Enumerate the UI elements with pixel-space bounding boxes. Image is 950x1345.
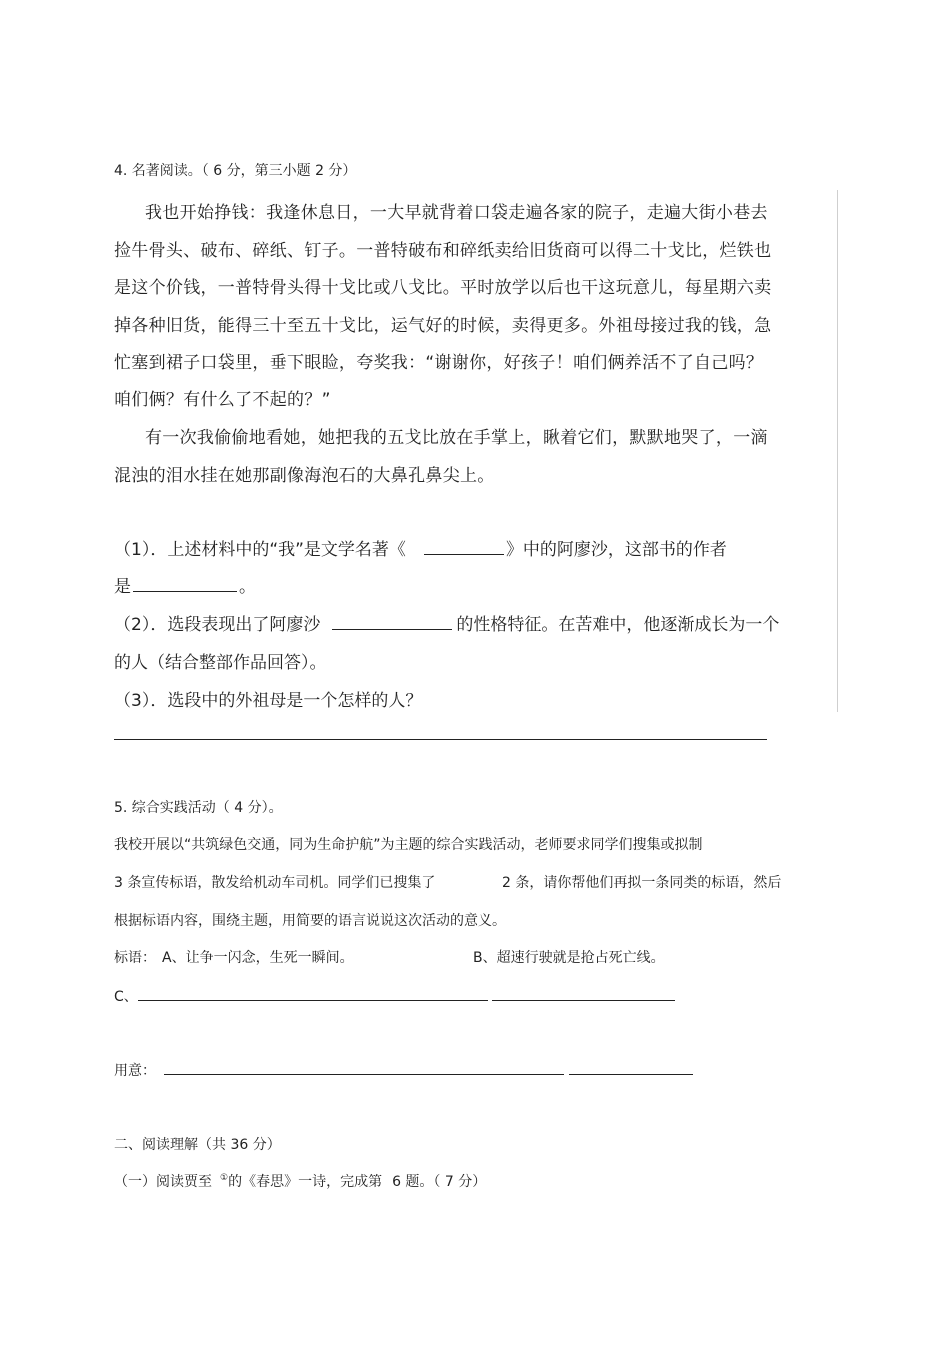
section2-sub-c: 6 题。（ 7 分） bbox=[392, 1174, 487, 1190]
q5-line2b: 2 条，请你帮他们再拟一条同类的标语，然后 bbox=[502, 875, 782, 891]
q5-line1: 我校开展以“共筑绿色交通，同为生命护航”为主题的综合实践活动，老师要求同学们搜集或拟制 bbox=[114, 837, 703, 853]
section2-sub-b: 的《春思》一诗，完成第 bbox=[228, 1174, 383, 1190]
passage-line: 捡牛骨头、破布、碎纸、钉子。一普特破布和碎纸卖给旧货商可以得二十戈比，烂铁也 bbox=[114, 241, 772, 261]
q5-line3: 根据标语内容，围绕主题，用简要的语言说说这次活动的意义。 bbox=[114, 913, 506, 929]
q4-sub1-text-d: 。 bbox=[239, 577, 256, 597]
footnote-marker: ① bbox=[220, 1173, 229, 1184]
meaning-label: 用意： bbox=[114, 1063, 156, 1079]
slogan-c-blank-2[interactable] bbox=[492, 988, 675, 1001]
passage-line: 我也开始挣钱：我逢休息日，一大早就背着口袋走遍各家的院子，走遍大街小巷去 bbox=[145, 203, 768, 223]
q4-title: 4. 名著阅读。（ 6 分，第三小题 2 分） bbox=[114, 163, 357, 179]
passage-line: 忙塞到裙子口袋里，垂下眼睑，夸奖我：“谢谢你，好孩子！咱们俩养活不了自己吗？ bbox=[114, 353, 764, 373]
meaning-blank-2[interactable] bbox=[569, 1062, 693, 1075]
q4-sub1-line1 bbox=[114, 535, 727, 560]
passage-line: 混浊的泪水挂在她那副像海泡石的大鼻孔鼻尖上。 bbox=[114, 466, 495, 486]
q4-sub2-line1 bbox=[114, 610, 779, 635]
q4-sub1-line2 bbox=[114, 572, 256, 597]
q5-line2a: 3 条宣传标语，散发给机动车司机。同学们已搜集了 bbox=[114, 875, 436, 891]
q4-sub2-text-b: 的性格特征。在苦难中，他逐渐成长为一个 bbox=[456, 615, 780, 635]
section2-subtitle bbox=[114, 1171, 486, 1191]
margin-rule bbox=[837, 190, 838, 712]
q4-sub1-text-c: 是 bbox=[114, 577, 131, 597]
slogan-a: A、让争一闪念，生死一瞬间。 bbox=[162, 950, 354, 966]
passage-line: 咱们俩？有什么了不起的？” bbox=[114, 390, 331, 410]
slogan-label: 标语： bbox=[114, 950, 156, 966]
passage-line: 掉各种旧货，能得三十至五十戈比，运气好的时候，卖得更多。外祖母接过我的钱，急 bbox=[114, 316, 772, 336]
passage-line: 有一次我偷偷地看她，她把我的五戈比放在手掌上，瞅着它们，默默地哭了，一滴 bbox=[145, 428, 768, 448]
q4-sub1-text-a: （1）．上述材料中的“我”是文学名著《 bbox=[114, 540, 406, 560]
q4-sub3: （3）．选段中的外祖母是一个怎样的人？ bbox=[114, 691, 423, 711]
slogan-c-label: C、 bbox=[114, 989, 138, 1005]
q4-sub1-text-b: 》中的阿廖沙，这部书的作者 bbox=[505, 540, 727, 560]
slogan-b: B、超速行驶就是抢占死亡线。 bbox=[473, 950, 665, 966]
section2-sub-a: （一）阅读贾至 bbox=[114, 1174, 212, 1190]
passage-line: 是这个价钱，一普特骨头得十戈比或八戈比。平时放学以后也干这玩意儿，每星期六卖 bbox=[114, 278, 772, 298]
slogan-c-blank[interactable] bbox=[138, 988, 488, 1001]
q5-title: 5. 综合实践活动（ 4 分）。 bbox=[114, 800, 283, 816]
book-title-blank[interactable] bbox=[424, 539, 504, 555]
meaning-row bbox=[114, 1060, 693, 1080]
section2-title: 二、阅读理解（共 36 分） bbox=[114, 1137, 281, 1153]
answer-line[interactable] bbox=[114, 739, 767, 740]
q4-sub2-text-a: （2）．选段表现出了阿廖沙 bbox=[114, 615, 321, 635]
trait-blank[interactable] bbox=[332, 614, 452, 630]
author-blank[interactable] bbox=[133, 576, 237, 592]
q4-sub2-text-c: 的人（结合整部作品回答）。 bbox=[114, 653, 327, 673]
meaning-blank[interactable] bbox=[164, 1062, 564, 1075]
slogan-c-row bbox=[114, 986, 675, 1006]
